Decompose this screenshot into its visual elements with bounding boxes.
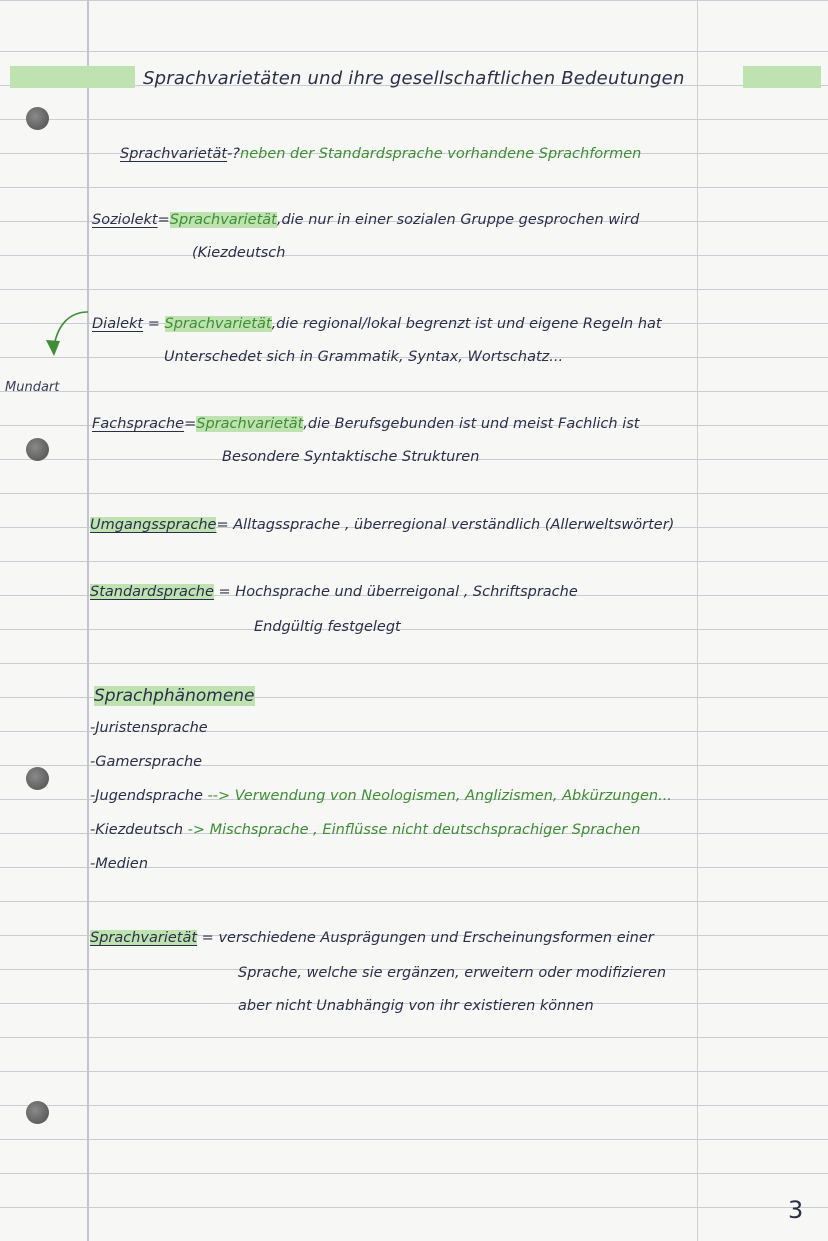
punch-hole — [26, 1101, 49, 1124]
equals: = — [143, 316, 165, 332]
fachsprache-detail: Besondere Syntaktische Strukturen — [222, 449, 480, 465]
definition: ,die regional/lokal begrenzt ist und eigene Regeln hat — [271, 316, 662, 332]
soziolekt-example: (Kiezdeutsch — [192, 245, 286, 261]
left-margin-line — [87, 0, 89, 1241]
punch-hole — [26, 107, 49, 130]
right-margin-line — [697, 0, 698, 1241]
phaenomene-heading: Sprachphänomene — [94, 686, 255, 706]
term: Sprachvarietät — [120, 146, 228, 162]
definition-term: Sprachvarietät — [169, 212, 277, 228]
standardsprache-line — [90, 584, 578, 600]
term: Dialekt — [92, 316, 144, 332]
definition: Hochsprache und überreigonal , Schriftsprache — [235, 584, 578, 600]
sprachvarietaet-line — [120, 146, 641, 162]
sprachvarietaet-definition — [90, 930, 654, 946]
definition-term: Sprachvarietät — [164, 316, 272, 332]
curved-arrow-icon — [40, 304, 90, 364]
umgangssprache-line — [90, 517, 674, 533]
definition: ,die nur in einer sozialen Gruppe gesprochen wird — [276, 212, 640, 228]
definition: ,die Berufsgebunden ist und meist Fachlich ist — [303, 416, 640, 432]
mundart-label: Mundart — [5, 380, 60, 395]
punch-hole — [26, 438, 49, 461]
fachsprache-line — [92, 416, 639, 432]
term: Standardsprache — [90, 584, 214, 600]
phaenomen-item: -Gamersprache — [90, 754, 203, 770]
phaenomen-item: -Juristensprache — [90, 720, 208, 736]
phaenomen-detail: -> Mischsprache , Einflüsse nicht deutschsprachiger Sprachen — [183, 822, 641, 838]
title-highlight-right — [743, 66, 821, 88]
title-highlight-left — [10, 66, 135, 88]
phaenomen-item: -Medien — [90, 856, 149, 872]
soziolekt-line — [92, 212, 639, 228]
term: Fachsprache — [92, 416, 185, 432]
term: Umgangssprache — [90, 517, 217, 533]
definition-line-2: Sprache, welche sie ergänzen, erweitern oder modifizieren — [238, 965, 667, 981]
phaenomen-item: -Jugendsprache --> Verwendung von Neologismen, Anglizismen, Abkürzungen... — [90, 788, 672, 804]
arrow: -? — [227, 146, 240, 162]
equals: = — [184, 416, 197, 432]
page-title: Sprachvarietäten und ihre gesellschaftlichen Bedeutungen — [143, 68, 685, 89]
punch-hole — [26, 767, 49, 790]
definition-line-3: aber nicht Unabhängig von ihr existieren können — [238, 998, 594, 1014]
equals: = — [157, 212, 170, 228]
definition: neben der Standardsprache vorhandene Sprachformen — [240, 146, 642, 162]
definition-term: Sprachvarietät — [196, 416, 304, 432]
page-number: 3 — [788, 1196, 804, 1224]
phaenomen-item: -Kiezdeutsch -> Mischsprache , Einflüsse nicht deutschsprachiger Sprachen — [90, 822, 641, 838]
equals: = — [216, 517, 234, 533]
standardsprache-detail: Endgültig festgelegt — [254, 619, 401, 635]
term: Sprachvarietät — [90, 930, 198, 946]
dialekt-detail: Unterschedet sich in Grammatik, Syntax, Wortschatz... — [164, 349, 564, 365]
equals: = — [197, 930, 219, 946]
definition: Alltagssprache , überregional verständlich (Allerweltswörter) — [233, 517, 675, 533]
equals: = — [213, 584, 236, 600]
phaenomen-detail: --> Verwendung von Neologismen, Anglizismen, Abkürzungen... — [202, 788, 672, 804]
term: Soziolekt — [92, 212, 158, 228]
definition: verschiedene Ausprägungen und Erscheinungsformen einer — [218, 930, 654, 946]
dialekt-line — [92, 316, 662, 332]
